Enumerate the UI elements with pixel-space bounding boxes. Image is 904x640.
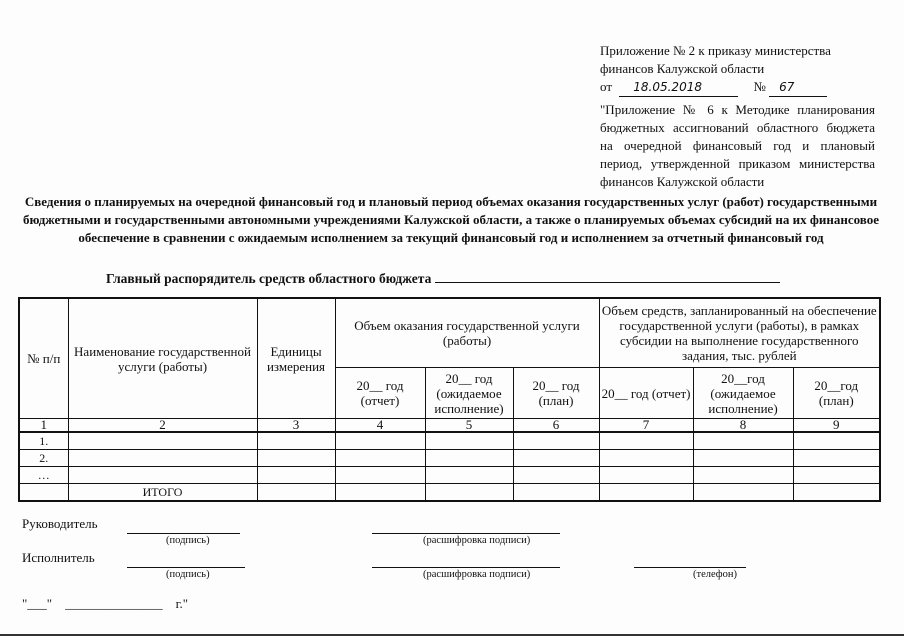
executor-decoding-line[interactable]: [372, 566, 560, 568]
header-volume-group: Объем оказания государственной услуги (работы): [335, 298, 599, 368]
cell[interactable]: [19, 484, 68, 502]
header-funds-report: 20__ год (отчет): [599, 368, 693, 419]
cell[interactable]: [793, 450, 880, 467]
cell[interactable]: [257, 467, 335, 484]
header-volume-report: 20__ год (отчет): [335, 368, 425, 419]
document-title: Сведения о планируемых на очередной финансовый год и плановый период объемах оказания государственных услуг (работ) государственными бюджетными и государственными автономными учреждениями Калужской области, а также о планируемых объемах субсидий на их финансовое обеспечение в сравнении с ожидаемым исполнением за текущий финансовый год и исполнением за отчетный финансовый год: [23, 194, 879, 245]
header-volume-plan: 20__ год (план): [513, 368, 599, 419]
cell[interactable]: [513, 432, 599, 450]
header-funds-group: Объем средств, запланированный на обеспечение государственной услуги (работы), в рамках субсидии на выполнение государственного задания, тыс. рублей: [599, 298, 880, 368]
cell[interactable]: [257, 432, 335, 450]
cell[interactable]: [693, 450, 793, 467]
distributor-blank-field[interactable]: [435, 270, 780, 283]
cell[interactable]: [693, 432, 793, 450]
cell[interactable]: [693, 467, 793, 484]
cell[interactable]: [693, 484, 793, 502]
cell[interactable]: [793, 484, 880, 502]
appendix-line-2: финансов Калужской области: [600, 61, 765, 76]
distributor-line: [106, 270, 780, 287]
header-num: № п/п: [19, 298, 68, 419]
total-label: ИТОГО: [68, 484, 257, 502]
cell[interactable]: [335, 450, 425, 467]
header-funds-expected: 20__год (ожидаемое исполнение): [693, 368, 793, 419]
cell[interactable]: [599, 467, 693, 484]
phone-caption: (телефон): [693, 569, 737, 580]
handwritten-date: 18.05.2018: [619, 78, 738, 97]
appendix-reference: "Приложение № 6 к Методике планирования бюджетных ассигнований областного бюджета на очередной финансовый год и плановый период, утвержденной приказом министерства финансов Калужской области: [600, 102, 875, 189]
header-volume-expected: 20__ год (ожидаемое исполнение): [425, 368, 513, 419]
cell[interactable]: [425, 467, 513, 484]
cell[interactable]: [599, 450, 693, 467]
head-signature-caption: (подпись): [166, 535, 210, 546]
column-number: 9: [793, 419, 880, 433]
cell[interactable]: [68, 450, 257, 467]
head-decoding-line[interactable]: [372, 532, 560, 534]
cell[interactable]: [257, 484, 335, 502]
table-row: [19, 467, 880, 484]
cell[interactable]: [68, 432, 257, 450]
cell[interactable]: [257, 450, 335, 467]
cell[interactable]: [793, 467, 880, 484]
total-row: [19, 484, 880, 502]
cell[interactable]: [335, 484, 425, 502]
column-number: 7: [599, 419, 693, 433]
head-signature-line[interactable]: [127, 532, 240, 534]
distributor-label: Главный распорядитель средств областного бюджета: [106, 271, 432, 286]
table-row: [19, 432, 880, 450]
appendix-date-line: [600, 78, 875, 97]
cell[interactable]: [335, 467, 425, 484]
column-number-row: [19, 419, 880, 433]
cell[interactable]: [513, 467, 599, 484]
from-label: от: [600, 79, 613, 94]
head-decoding-caption: (расшифровка подписи): [423, 535, 531, 546]
head-label: Руководитель: [22, 516, 98, 531]
executor-signature-caption: (подпись): [166, 569, 210, 580]
cell[interactable]: [599, 484, 693, 502]
cell[interactable]: [335, 432, 425, 450]
executor-phone-line[interactable]: [634, 566, 746, 568]
column-number: 2: [68, 419, 257, 433]
date-line: "___" _______________ г.": [22, 596, 189, 611]
column-number: 8: [693, 419, 793, 433]
cell[interactable]: [68, 467, 257, 484]
executor-signature-line[interactable]: [127, 566, 245, 568]
bottom-rule: [0, 634, 904, 636]
row-number: 1.: [19, 432, 68, 450]
cell[interactable]: [793, 432, 880, 450]
column-number: 5: [425, 419, 513, 433]
report-table: [18, 297, 881, 502]
header-service-name: Наименование государственной услуги (работы): [68, 298, 257, 419]
row-number: …: [19, 467, 68, 484]
number-label: №: [753, 79, 766, 94]
cell[interactable]: [425, 450, 513, 467]
cell[interactable]: [513, 484, 599, 502]
cell[interactable]: [425, 484, 513, 502]
column-number: 4: [335, 419, 425, 433]
row-number: 2.: [19, 450, 68, 467]
table-row: [19, 450, 880, 467]
executor-decoding-caption: (расшифровка подписи): [423, 569, 531, 580]
column-number: 3: [257, 419, 335, 433]
cell[interactable]: [425, 432, 513, 450]
cell[interactable]: [513, 450, 599, 467]
header-funds-plan: 20__год (план): [793, 368, 880, 419]
header-unit: Единицы измерения: [257, 298, 335, 419]
handwritten-number: 67: [769, 78, 827, 97]
appendix-block: [600, 42, 875, 191]
column-number: 1: [19, 419, 68, 433]
appendix-line-1: Приложение № 2 к приказу министерства: [600, 43, 831, 58]
column-number: 6: [513, 419, 599, 433]
executor-label: Исполнитель: [22, 550, 95, 565]
cell[interactable]: [599, 432, 693, 450]
